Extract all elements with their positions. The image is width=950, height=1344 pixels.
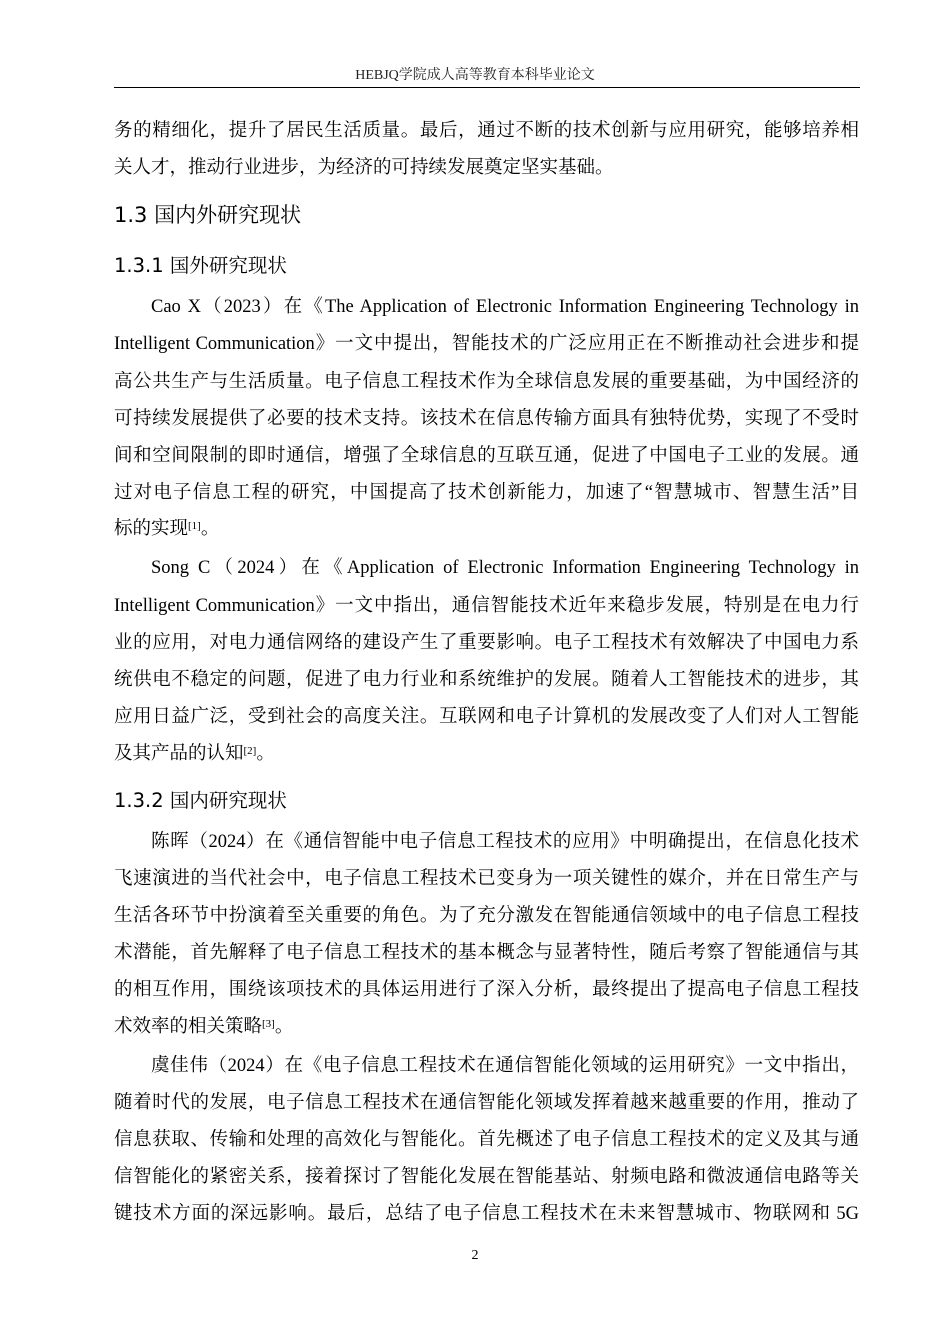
header-rule xyxy=(114,87,860,88)
text: 。 xyxy=(256,744,275,764)
text: 及其产品的认知 xyxy=(114,744,244,764)
text-line xyxy=(114,1015,859,1039)
text: 标的实现 xyxy=(114,519,189,539)
text-line: 务的精细化，提升了居民生活质量。最后，通过不断的技术创新与应用研究，能够培养相 xyxy=(114,121,859,141)
text: 。 xyxy=(274,1017,294,1037)
text-line: 统供电不稳定的问题，促进了电力行业和系统维护的发展。随着人工智能技术的进步，其 xyxy=(114,670,859,690)
citation: [1] xyxy=(188,520,201,532)
text-line: 应用日益广泛，受到社会的高度关注。互联网和电子计算机的发展改变了人们对人工智能 xyxy=(114,707,859,727)
text-line: 高公共生产与生活质量。电子信息工程技术作为全球信息发展的重要基础，为中国经济的 xyxy=(114,372,859,392)
text-line: 信智能化的紧密关系，接着探讨了智能化发展在智能基站、射频电路和微波通信电路等关 xyxy=(114,1167,859,1187)
section-heading: 1.3 国内外研究现状 xyxy=(114,203,302,227)
subsection-heading: 1.3.2 国内研究现状 xyxy=(114,789,287,812)
text-line: Intelligent Communication》一文中提出，智能技术的广泛应用正在不断推动社会进步和提 xyxy=(114,334,859,354)
text: 。 xyxy=(200,519,220,539)
citation: [3] xyxy=(262,1018,275,1030)
text-line: 术潜能，首先解释了电子信息工程技术的基本概念与显著特性，随后考察了智能通信与其 xyxy=(114,943,859,963)
subsection-heading: 1.3.1 国外研究现状 xyxy=(114,254,287,277)
text-line: 随着时代的发展，电子信息工程技术在通信智能化领域发挥着越来越重要的作用，推动了 xyxy=(114,1093,859,1113)
page-header: HEBJQ学院成人高等教育本科毕业论文 xyxy=(355,68,595,83)
text-line xyxy=(114,742,859,766)
text: 术效率的相关策略 xyxy=(114,1017,263,1037)
text-line: 关人才，推动行业进步，为经济的可持续发展奠定坚实基础。 xyxy=(114,158,614,178)
text-line: Cao X（2023）在《The Application of Electronic Information Engineering Technology in xyxy=(151,297,859,317)
text-line: 过对电子信息工程的研究，中国提高了技术创新能力，加速了“智慧城市、智慧生活”目 xyxy=(114,483,859,503)
text-line: 陈晖（2024）在《通信智能中电子信息工程技术的应用》中明确提出，在信息化技术 xyxy=(151,832,859,852)
text-line: 业的应用，对电力通信网络的建设产生了重要影响。电子工程技术有效解决了中国电力系 xyxy=(114,633,859,653)
text-line: Intelligent Communication》一文中指出，通信智能技术近年来稳步发展，特别是在电力行 xyxy=(114,596,859,616)
citation: [2] xyxy=(243,745,257,757)
text-line: 的相互作用，围绕该项技术的具体运用进行了深入分析，最终提出了提高电子信息工程技 xyxy=(114,980,859,1000)
text-line: Song C（2024）在《Application of Electronic Information Engineering Technology in xyxy=(151,558,859,578)
text-line: 可持续发展提供了必要的技术支持。该技术在信息传输方面具有独特优势，实现了不受时 xyxy=(114,409,859,429)
text-line: 间和空间限制的即时通信，增强了全球信息的互联互通，促进了中国电子工业的发展。通 xyxy=(114,446,859,466)
text-line: 虞佳伟（2024）在《电子信息工程技术在通信智能化领域的运用研究》一文中指出， xyxy=(151,1056,859,1076)
text-line: 键技术方面的深远影响。最后，总结了电子信息工程技术在未来智慧城市、物联网和 5G xyxy=(114,1204,859,1224)
page-number: 2 xyxy=(471,1248,479,1263)
text-line: 飞速演进的当代社会中，电子信息工程技术已变身为一项关键性的媒介，并在日常生产与 xyxy=(114,869,859,889)
text-line xyxy=(114,517,859,541)
text-line: 信息获取、传输和处理的高效化与智能化。首先概述了电子信息工程技术的定义及其与通 xyxy=(114,1130,859,1150)
text-line: 生活各环节中扮演着至关重要的角色。为了充分激发在智能通信领域中的电子信息工程技 xyxy=(114,906,859,926)
